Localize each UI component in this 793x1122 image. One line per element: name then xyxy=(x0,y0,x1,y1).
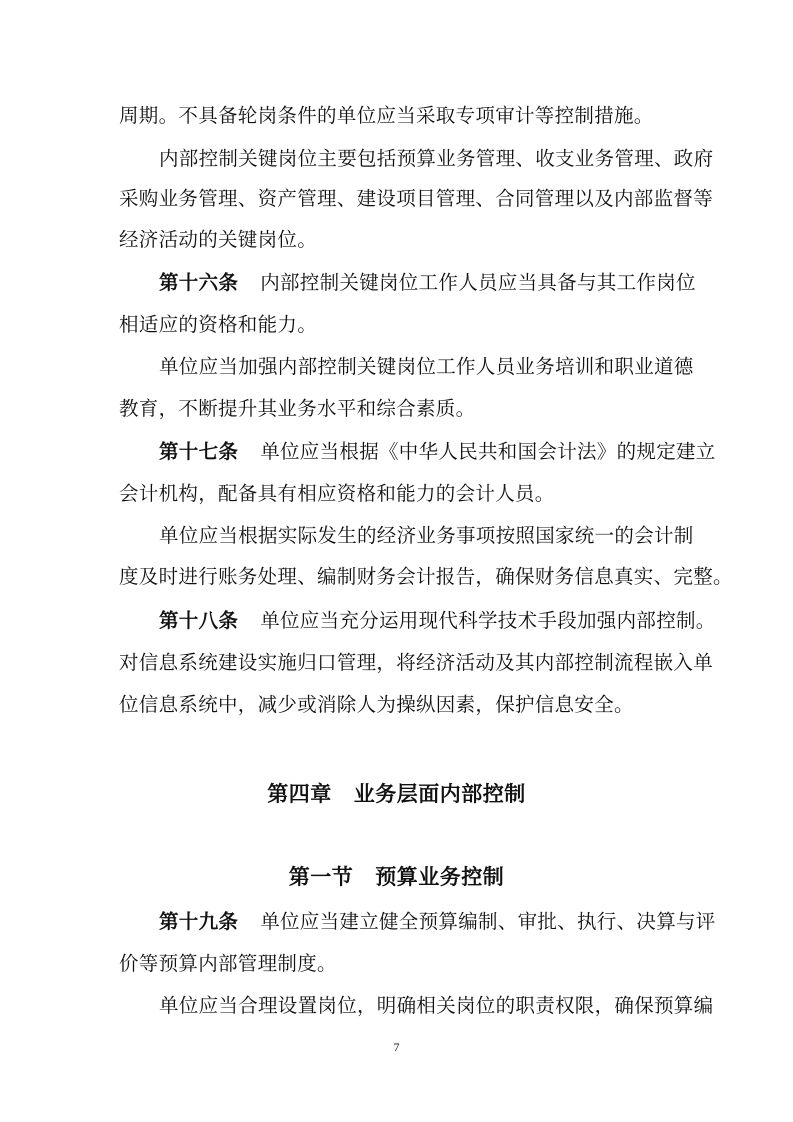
paragraph-line: 单位应当合理设置岗位，明确相关岗位的职责权限，确保预算编 xyxy=(159,994,714,1017)
paragraph-line: 对信息系统建设实施归口管理，将经济活动及其内部控制流程嵌入单 xyxy=(119,651,714,674)
article-text: 单位应当建立健全预算编制、审批、执行、决算与评 xyxy=(260,910,716,933)
paragraph-line: 单位应当加强内部控制关键岗位工作人员业务培训和职业道德 xyxy=(159,355,694,378)
chapter-heading xyxy=(0,781,793,807)
paragraph-line: 位信息系统中，减少或消除人为操纵因素，保护信息安全。 xyxy=(119,693,634,716)
section-heading xyxy=(0,864,793,890)
chapter-number: 第四章 xyxy=(267,782,332,806)
section-title: 预算业务控制 xyxy=(375,865,505,889)
paragraph-line: 教育，不断提升其业务水平和综合素质。 xyxy=(119,397,476,420)
article-number: 第十九条 xyxy=(159,910,239,933)
article-19-line xyxy=(159,910,716,934)
article-text: 单位应当根据《中华人民共和国会计法》的规定建立 xyxy=(260,440,716,463)
paragraph-line: 度及时进行账务处理、编制财务会计报告，确保财务信息真实、完整。 xyxy=(119,565,733,588)
article-text: 单位应当充分运用现代科学技术手段加强内部控制。 xyxy=(260,609,716,632)
paragraph-line: 相适应的资格和能力。 xyxy=(119,313,318,336)
chapter-title: 业务层面内部控制 xyxy=(353,782,526,806)
article-number: 第十六条 xyxy=(159,271,239,294)
paragraph-line: 经济活动的关键岗位。 xyxy=(119,228,318,251)
article-16-line xyxy=(159,271,696,295)
article-number: 第十七条 xyxy=(159,440,239,463)
paragraph-line: 价等预算内部管理制度。 xyxy=(119,952,337,975)
article-text: 内部控制关键岗位工作人员应当具备与其工作岗位 xyxy=(260,271,696,294)
paragraph-line: 周期。不具备轮岗条件的单位应当采取专项审计等控制措施。 xyxy=(119,104,654,127)
page-number: 7 xyxy=(393,1040,400,1054)
article-number: 第十八条 xyxy=(159,609,239,632)
article-18-line xyxy=(159,609,716,633)
paragraph-line: 内部控制关键岗位主要包括预算业务管理、收支业务管理、政府 xyxy=(159,147,714,170)
paragraph-line: 会计机构，配备具有相应资格和能力的会计人员。 xyxy=(119,482,555,505)
section-number: 第一节 xyxy=(288,865,354,889)
article-17-line xyxy=(159,440,716,464)
paragraph-line: 采购业务管理、资产管理、建设项目管理、合同管理以及内部监督等 xyxy=(119,187,714,210)
paragraph-line: 单位应当根据实际发生的经济业务事项按照国家统一的会计制 xyxy=(159,524,694,547)
